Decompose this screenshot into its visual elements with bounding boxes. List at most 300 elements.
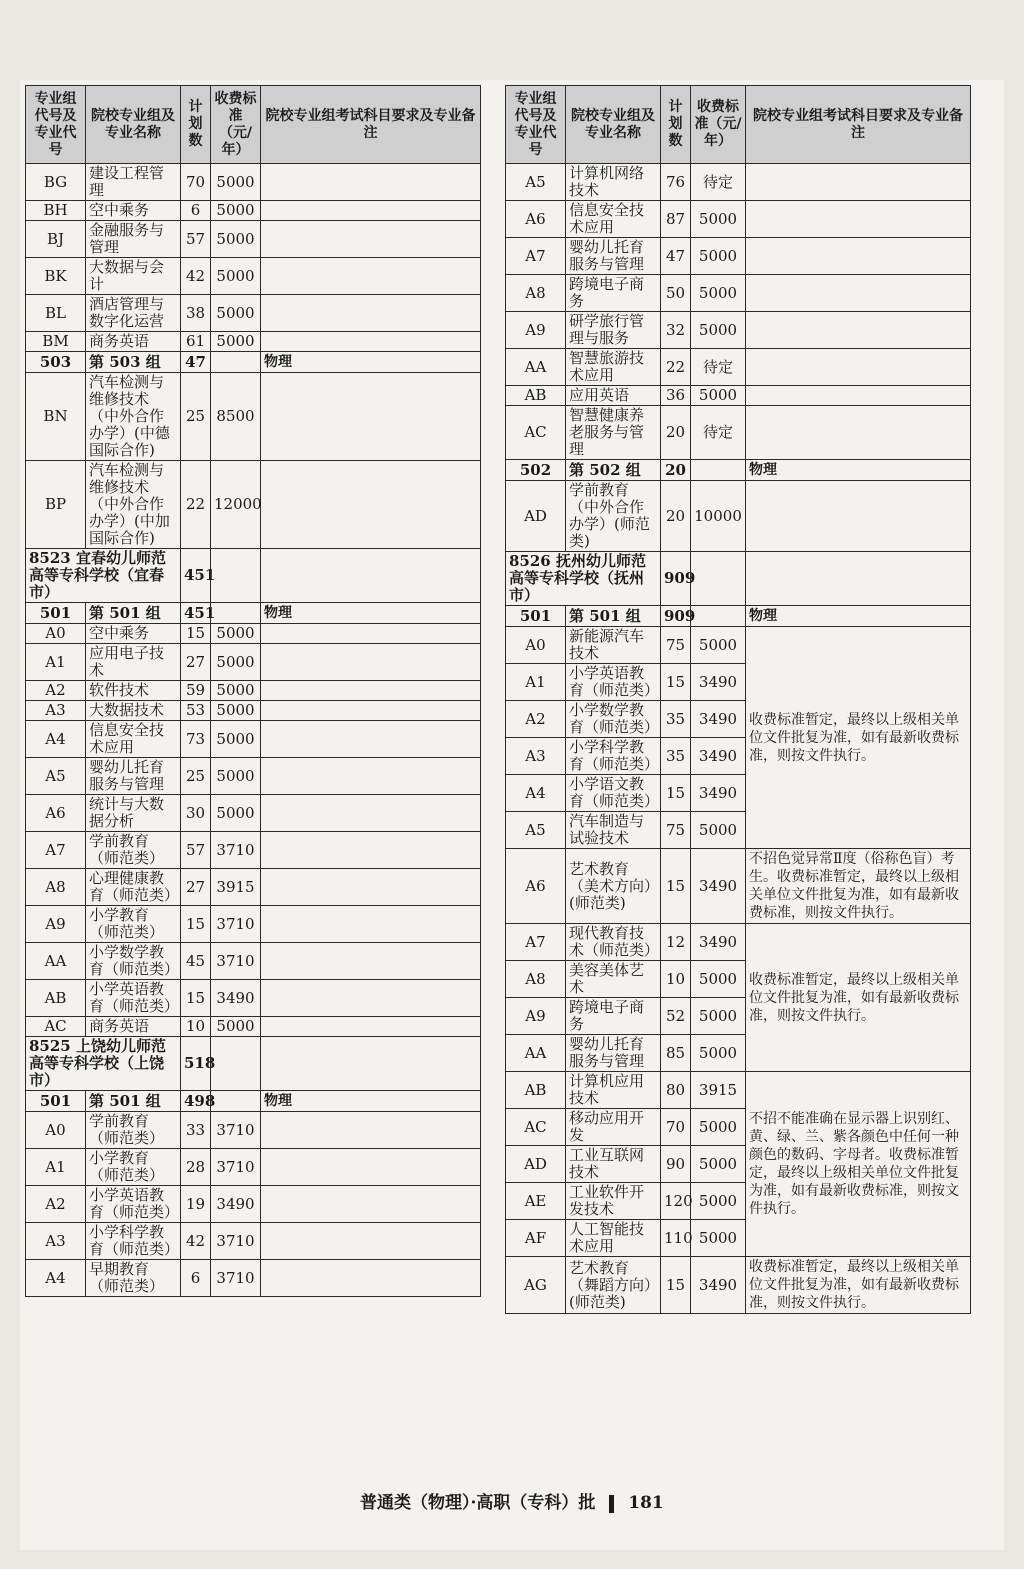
row-name: 心理健康教育（师范类）	[86, 869, 181, 906]
row-name: 应用英语	[566, 386, 661, 406]
row-name: 新能源汽车技术	[566, 627, 661, 664]
row-name: 汽车检测与维修技术（中外合作办学）(中加国际合作)	[86, 461, 181, 549]
table-row	[26, 943, 481, 980]
header-plan: 计划数	[661, 86, 691, 164]
row-note	[261, 1037, 481, 1091]
row-code: BH	[26, 201, 86, 221]
row-plan: 120	[661, 1183, 691, 1220]
row-name: 移动应用开发	[566, 1109, 661, 1146]
header-requirement: 院校专业组考试科目要求及专业备注	[261, 86, 481, 164]
row-name: 统计与大数据分析	[86, 795, 181, 832]
table-row	[506, 481, 971, 552]
row-fee: 10000	[691, 481, 746, 552]
row-name: 汽车检测与维修技术（中外合作办学）(中德国际合作)	[86, 373, 181, 461]
row-note	[746, 349, 971, 386]
row-name: 第 503 组	[86, 352, 181, 373]
row-code: 501	[26, 603, 86, 624]
row-note	[261, 832, 481, 869]
row-note: 物理	[746, 606, 971, 627]
row-name: 软件技术	[86, 681, 181, 701]
row-name: 小学数学教育（师范类）	[566, 701, 661, 738]
row-note	[261, 980, 481, 1017]
row-note	[261, 1149, 481, 1186]
row-name: 美容美体艺术	[566, 961, 661, 998]
table-row	[506, 849, 971, 924]
header-plan: 计划数	[181, 86, 211, 164]
row-plan: 110	[661, 1220, 691, 1257]
row-fee: 3710	[211, 906, 261, 943]
row-note	[261, 164, 481, 201]
row-code: AB	[26, 980, 86, 1017]
row-fee: 3915	[691, 1072, 746, 1109]
row-code: A4	[506, 775, 566, 812]
row-plan: 59	[181, 681, 211, 701]
row-code: A6	[26, 795, 86, 832]
row-fee: 5000	[691, 275, 746, 312]
row-code: A8	[506, 275, 566, 312]
row-code: A6	[506, 201, 566, 238]
row-plan: 32	[661, 312, 691, 349]
row-code: A4	[26, 1260, 86, 1297]
row-fee: 3490	[691, 701, 746, 738]
row-name: 大数据技术	[86, 701, 181, 721]
row-name: 空中乘务	[86, 624, 181, 644]
row-note	[746, 481, 971, 552]
row-code: A8	[506, 961, 566, 998]
row-fee: 5000	[691, 1109, 746, 1146]
row-note	[746, 552, 971, 606]
row-plan: 53	[181, 701, 211, 721]
row-plan: 30	[181, 795, 211, 832]
row-code: AF	[506, 1220, 566, 1257]
row-note: 不招不能准确在显示器上识别红、黄、绿、兰、紫各颜色中任何一种颜色的数码、字母者。收费标准暂定，最终以上级相关单位文件批复为准，如有最新收费标准，则按文件执行。	[746, 1072, 971, 1257]
row-code: BL	[26, 295, 86, 332]
row-name: 汽车制造与试验技术	[566, 812, 661, 849]
row-fee: 8500	[211, 373, 261, 461]
row-note	[261, 1017, 481, 1037]
row-plan: 15	[181, 906, 211, 943]
row-plan: 6	[181, 1260, 211, 1297]
row-code: A1	[506, 664, 566, 701]
row-fee	[211, 352, 261, 373]
row-name: 跨境电子商务	[566, 275, 661, 312]
row-fee	[691, 606, 746, 627]
row-plan: 25	[181, 758, 211, 795]
row-name: 工业互联网技术	[566, 1146, 661, 1183]
row-fee: 3710	[211, 1260, 261, 1297]
row-note: 物理	[746, 460, 971, 481]
row-fee: 3490	[211, 980, 261, 1017]
table-row	[26, 624, 481, 644]
row-fee: 12000	[211, 461, 261, 549]
row-code: AC	[26, 1017, 86, 1037]
row-name: 酒店管理与数字化运营	[86, 295, 181, 332]
table-row	[26, 373, 481, 461]
row-name: 计算机应用技术	[566, 1072, 661, 1109]
table-row	[506, 627, 971, 664]
row-fee: 5000	[691, 627, 746, 664]
header-code: 专业组代号及专业代号	[26, 86, 86, 164]
row-name: 空中乘务	[86, 201, 181, 221]
row-note	[261, 681, 481, 701]
row-fee: 待定	[691, 406, 746, 460]
row-code: BN	[26, 373, 86, 461]
row-plan: 20	[661, 406, 691, 460]
row-plan: 6	[181, 201, 211, 221]
row-fee: 3710	[211, 1112, 261, 1149]
row-note	[261, 1223, 481, 1260]
row-fee: 5000	[691, 201, 746, 238]
row-name: 婴幼儿托育服务与管理	[86, 758, 181, 795]
row-name: 大数据与会计	[86, 258, 181, 295]
row-name: 人工智能技术应用	[566, 1220, 661, 1257]
row-note	[261, 1260, 481, 1297]
row-name: 早期教育（师范类）	[86, 1260, 181, 1297]
row-plan: 76	[661, 164, 691, 201]
row-fee: 5000	[211, 795, 261, 832]
row-note	[261, 332, 481, 352]
row-fee: 5000	[211, 721, 261, 758]
table-row	[26, 758, 481, 795]
row-note	[261, 721, 481, 758]
row-plan: 20	[661, 481, 691, 552]
table-row	[26, 295, 481, 332]
row-code: 503	[26, 352, 86, 373]
row-fee: 5000	[211, 681, 261, 701]
group-row	[26, 603, 481, 624]
row-plan: 61	[181, 332, 211, 352]
school-row	[26, 1037, 481, 1091]
row-plan: 57	[181, 832, 211, 869]
row-plan: 38	[181, 295, 211, 332]
row-plan: 90	[661, 1146, 691, 1183]
header-fee: 收费标准（元/年）	[691, 86, 746, 164]
row-note	[261, 869, 481, 906]
row-fee: 5000	[691, 238, 746, 275]
row-code: A1	[26, 644, 86, 681]
row-plan: 42	[181, 258, 211, 295]
group-row	[26, 352, 481, 373]
row-code: AC	[506, 1109, 566, 1146]
table-row	[26, 721, 481, 758]
row-fee: 5000	[691, 312, 746, 349]
row-fee: 5000	[211, 201, 261, 221]
row-fee: 5000	[211, 332, 261, 352]
row-code: A0	[26, 1112, 86, 1149]
table-row	[26, 701, 481, 721]
row-fee: 5000	[211, 295, 261, 332]
row-fee: 5000	[691, 961, 746, 998]
row-plan: 70	[181, 164, 211, 201]
row-plan: 73	[181, 721, 211, 758]
row-plan: 27	[181, 869, 211, 906]
row-fee	[691, 460, 746, 481]
table-row	[26, 332, 481, 352]
row-fee: 待定	[691, 349, 746, 386]
row-fee: 5000	[691, 1035, 746, 1072]
right-admission-table	[505, 85, 971, 1314]
school-name: 8523 宜春幼儿师范高等专科学校（宜春市）	[26, 549, 181, 603]
row-fee: 5000	[211, 758, 261, 795]
row-fee	[211, 1091, 261, 1112]
row-plan: 75	[661, 627, 691, 664]
row-code: A1	[26, 1149, 86, 1186]
row-name: 小学科学教育（师范类）	[566, 738, 661, 775]
row-fee	[211, 549, 261, 603]
row-plan: 75	[661, 812, 691, 849]
row-code: AA	[506, 349, 566, 386]
row-plan: 15	[661, 664, 691, 701]
row-fee: 3490	[691, 849, 746, 924]
row-note: 收费标准暂定，最终以上级相关单位文件批复为准，如有最新收费标准，则按文件执行。	[746, 627, 971, 849]
row-note: 物理	[261, 603, 481, 624]
row-note	[261, 201, 481, 221]
row-code: A5	[26, 758, 86, 795]
row-plan: 47	[661, 238, 691, 275]
table-row	[26, 461, 481, 549]
table-row	[506, 924, 971, 961]
row-code: AB	[506, 1072, 566, 1109]
row-note	[261, 906, 481, 943]
row-fee: 5000	[211, 644, 261, 681]
row-name: 小学教育（师范类）	[86, 906, 181, 943]
row-note: 收费标准暂定，最终以上级相关单位文件批复为准，如有最新收费标准，则按文件执行。	[746, 924, 971, 1072]
row-name: 小学英语教育（师范类）	[86, 1186, 181, 1223]
row-name: 小学英语教育（师范类）	[86, 980, 181, 1017]
row-plan: 42	[181, 1223, 211, 1260]
row-name: 艺术教育（舞蹈方向）(师范类)	[566, 1257, 661, 1314]
row-fee: 3915	[211, 869, 261, 906]
row-code: AG	[506, 1257, 566, 1314]
school-row	[506, 552, 971, 606]
row-code: A2	[26, 1186, 86, 1223]
row-plan: 35	[661, 701, 691, 738]
row-note	[746, 238, 971, 275]
table-row	[26, 681, 481, 701]
row-plan: 28	[181, 1149, 211, 1186]
row-code: A0	[26, 624, 86, 644]
row-code: A7	[506, 924, 566, 961]
row-name: 艺术教育（美术方向）(师范类)	[566, 849, 661, 924]
row-code: A8	[26, 869, 86, 906]
row-name: 信息安全技术应用	[566, 201, 661, 238]
row-fee: 5000	[211, 701, 261, 721]
row-name: 第 501 组	[86, 1091, 181, 1112]
row-note	[261, 221, 481, 258]
row-code: AA	[26, 943, 86, 980]
row-note	[746, 406, 971, 460]
row-code: BG	[26, 164, 86, 201]
row-plan: 36	[661, 386, 691, 406]
row-note	[261, 258, 481, 295]
table-row	[26, 164, 481, 201]
school-row	[26, 549, 481, 603]
row-name: 信息安全技术应用	[86, 721, 181, 758]
row-fee: 5000	[211, 258, 261, 295]
row-fee: 待定	[691, 164, 746, 201]
row-name: 小学数学教育（师范类）	[86, 943, 181, 980]
table-row	[26, 644, 481, 681]
table-row	[506, 312, 971, 349]
table-header-row	[506, 86, 971, 164]
row-note	[261, 373, 481, 461]
row-fee: 5000	[211, 624, 261, 644]
row-plan: 10	[181, 1017, 211, 1037]
row-name: 现代教育技术（师范类）	[566, 924, 661, 961]
footer-divider	[609, 1495, 614, 1513]
row-plan: 25	[181, 373, 211, 461]
row-note	[261, 758, 481, 795]
row-name: 智慧健康养老服务与管理	[566, 406, 661, 460]
row-name: 商务英语	[86, 1017, 181, 1037]
row-code: A2	[26, 681, 86, 701]
row-fee: 5000	[211, 221, 261, 258]
row-name: 建设工程管理	[86, 164, 181, 201]
row-note	[261, 461, 481, 549]
row-plan: 50	[661, 275, 691, 312]
row-name: 学前教育（中外合作办学）(师范类)	[566, 481, 661, 552]
row-plan: 22	[181, 461, 211, 549]
table-row	[26, 1260, 481, 1297]
row-plan: 27	[181, 644, 211, 681]
row-name: 研学旅行管理与服务	[566, 312, 661, 349]
row-fee: 5000	[211, 164, 261, 201]
row-code: A2	[506, 701, 566, 738]
row-fee: 5000	[691, 998, 746, 1035]
row-code: A3	[26, 1223, 86, 1260]
table-row	[26, 1186, 481, 1223]
table-row	[26, 1017, 481, 1037]
school-name: 8525 上饶幼儿师范高等专科学校（上饶市）	[26, 1037, 181, 1091]
row-name: 智慧旅游技术应用	[566, 349, 661, 386]
table-row	[26, 1149, 481, 1186]
row-code: A9	[506, 312, 566, 349]
table-row	[506, 349, 971, 386]
header-requirement: 院校专业组考试科目要求及专业备注	[746, 86, 971, 164]
page-number: 181	[628, 1493, 664, 1513]
row-plan: 15	[661, 1257, 691, 1314]
row-note: 物理	[261, 1091, 481, 1112]
row-code: AB	[506, 386, 566, 406]
row-plan: 80	[661, 1072, 691, 1109]
row-plan: 15	[661, 849, 691, 924]
row-note	[261, 295, 481, 332]
table-header-row	[26, 86, 481, 164]
row-code: A7	[506, 238, 566, 275]
row-code: 501	[506, 606, 566, 627]
table-row	[506, 164, 971, 201]
row-fee: 3490	[691, 664, 746, 701]
row-plan: 45	[181, 943, 211, 980]
row-fee: 5000	[691, 1183, 746, 1220]
row-note	[746, 386, 971, 406]
row-plan: 33	[181, 1112, 211, 1149]
row-note: 收费标准暂定，最终以上级相关单位文件批复为准，如有最新收费标准，则按文件执行。	[746, 1257, 971, 1314]
row-name: 小学教育（师范类）	[86, 1149, 181, 1186]
row-note	[261, 701, 481, 721]
row-note	[261, 795, 481, 832]
row-plan: 52	[661, 998, 691, 1035]
row-code: AC	[506, 406, 566, 460]
row-code: BM	[26, 332, 86, 352]
row-fee: 3710	[211, 943, 261, 980]
row-plan: 518	[181, 1037, 211, 1091]
table-row	[506, 201, 971, 238]
row-note: 不招色觉异常Ⅱ度（俗称色盲）考生。收费标准暂定，最终以上级相关单位文件批复为准，如有最新收费标准，则按文件执行。	[746, 849, 971, 924]
row-fee: 5000	[691, 1220, 746, 1257]
row-fee: 3490	[691, 738, 746, 775]
row-note	[261, 1186, 481, 1223]
table-row	[26, 1223, 481, 1260]
group-row	[506, 460, 971, 481]
page-footer	[360, 1488, 664, 1513]
table-row	[506, 1072, 971, 1109]
row-name: 商务英语	[86, 332, 181, 352]
row-code: A5	[506, 812, 566, 849]
row-plan: 22	[661, 349, 691, 386]
group-row	[26, 1091, 481, 1112]
row-code: A7	[26, 832, 86, 869]
table-row	[26, 795, 481, 832]
row-code: A3	[26, 701, 86, 721]
table-row	[506, 406, 971, 460]
row-code: 501	[26, 1091, 86, 1112]
row-name: 小学语文教育（师范类）	[566, 775, 661, 812]
row-plan: 35	[661, 738, 691, 775]
row-plan: 909	[661, 552, 691, 606]
row-plan: 15	[661, 775, 691, 812]
row-plan: 70	[661, 1109, 691, 1146]
row-name: 第 501 组	[566, 606, 661, 627]
row-fee: 3490	[691, 1257, 746, 1314]
row-plan: 451	[181, 603, 211, 624]
row-code: 502	[506, 460, 566, 481]
row-code: AD	[506, 1146, 566, 1183]
row-name: 学前教育（师范类）	[86, 1112, 181, 1149]
row-plan: 451	[181, 549, 211, 603]
row-fee: 3490	[691, 924, 746, 961]
row-note	[746, 312, 971, 349]
row-plan: 57	[181, 221, 211, 258]
table-row	[506, 1257, 971, 1314]
row-fee: 3490	[211, 1186, 261, 1223]
row-code: A4	[26, 721, 86, 758]
row-note	[746, 201, 971, 238]
row-code: A0	[506, 627, 566, 664]
header-name: 院校专业组及专业名称	[86, 86, 181, 164]
row-plan: 909	[661, 606, 691, 627]
row-code: AA	[506, 1035, 566, 1072]
header-name: 院校专业组及专业名称	[566, 86, 661, 164]
row-name: 婴幼儿托育服务与管理	[566, 1035, 661, 1072]
row-code: A9	[506, 998, 566, 1035]
row-code: BJ	[26, 221, 86, 258]
row-plan: 85	[661, 1035, 691, 1072]
row-fee: 5000	[691, 386, 746, 406]
row-name: 金融服务与管理	[86, 221, 181, 258]
table-row	[26, 201, 481, 221]
row-plan: 87	[661, 201, 691, 238]
row-name: 学前教育（师范类）	[86, 832, 181, 869]
row-note	[261, 1112, 481, 1149]
row-plan: 12	[661, 924, 691, 961]
row-name: 第 502 组	[566, 460, 661, 481]
table-row	[26, 980, 481, 1017]
table-row	[26, 221, 481, 258]
row-name: 第 501 组	[86, 603, 181, 624]
group-row	[506, 606, 971, 627]
row-fee: 5000	[691, 812, 746, 849]
